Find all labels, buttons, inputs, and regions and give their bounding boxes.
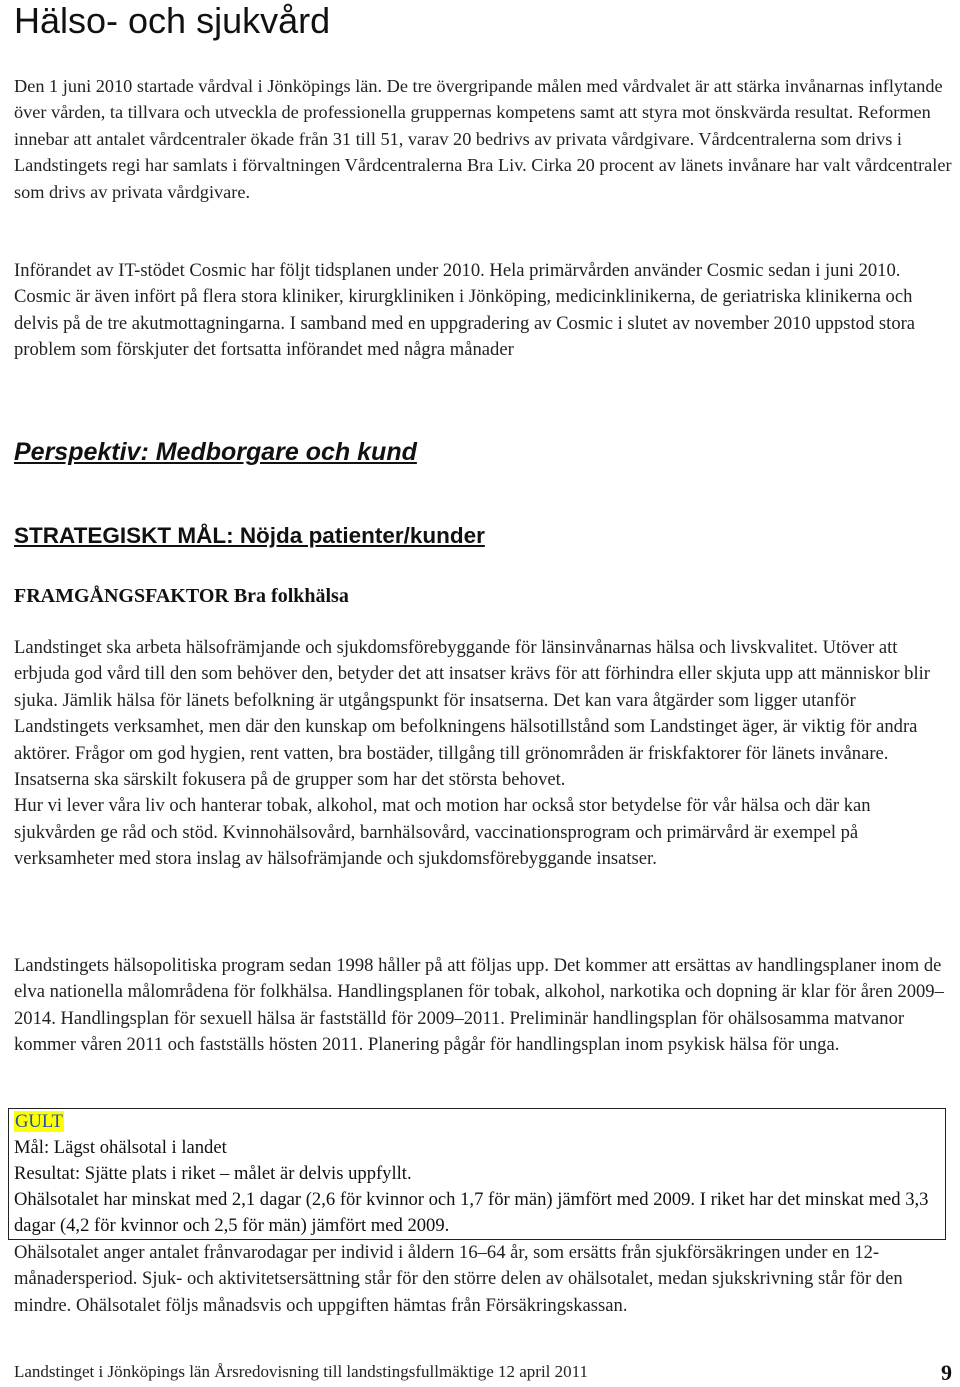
page-footer: Landstinget i Jönköpings län Årsredovisning till landstingsfullmäktige 12 april 2011	[14, 1362, 589, 1381]
paragraph-cosmic: Införandet av IT-stödet Cosmic har följt tidsplanen under 2010. Hela primärvården använder Cosmic sedan i juni 2010. Cosmic är även infört på flera stora kliniker, kirurgkliniken i Jönköping, medicinklinikerna, de geriatriska klinikerna och delvis på de tre akutmottagningarna. I samband med en uppgradering av Cosmic i slutet av november 2010 uppstod stora problem som förskjuter det fortsatta införandet med några månader	[14, 260, 916, 361]
paragraph-halsopolitik: Landstingets hälsopolitiska program sedan 1998 håller på att följas upp. Det kommer att ersättas av handlingsplaner inom de elva nationella målområdena för folkhälsa. Handlingsplanen för tobak, alkohol, narkotika och dopning är klar för åren 2009–2014. Handlingsplan för sexuell hälsa är fastställd för 2009–2011. Preliminär handlingsplan för ohälsosamma matvanor kommer våren 2011 och fastställs hösten 2011. Planering pågår för handlingsplan inom psykisk hälsa för unga.	[14, 955, 944, 1056]
status-badge: GULT	[15, 1111, 63, 1132]
paragraph-folkhalsa-part1: Landstinget ska arbeta hälsofrämjande och sjukdomsförebyggande för länsinvånarnas hälsa och livskvalitet. Utöver att erbjuda god vård till den som behöver den, betyder det att insatser krävs för att förhindra eller skjuta upp att människor blir sjuka. Jämlik hälsa för länets befolkning är utgångspunkt för insatserna. Det kan vara åtgärder som ligger utanför Landstingets verksamhet, men där den kunskap om befolkningens hälsotillstånd som Landstinget äger, är viktig för andra aktörer. Frågor om god hygien, rent vatten, bra bostäder, tillgång till grönområden är friskfaktorer för länets invånare. Insatserna ska särskilt fokusera på de grupper som har det största behovet.	[14, 637, 930, 791]
goal-line: Mål: Lägst ohälsotal i landet	[14, 1137, 227, 1158]
result-line: Resultat: Sjätte plats i riket – målet är delvis uppfyllt.	[14, 1163, 412, 1184]
success-factor-heading: FRAMGÅNGSFAKTOR Bra folkhälsa	[14, 585, 349, 607]
perspective-heading: Perspektiv: Medborgare och kund	[14, 438, 417, 466]
paragraph-folkhalsa-part2: Hur vi lever våra liv och hanterar tobak, alkohol, mat och motion har också stor betydelse för vår hälsa och där kan sjukvården ge råd och stöd. Kvinnohälsovård, barnhälsovård, vaccinationsprogram och primärvård är exempel på verksamheter med stora inslag av hälsofrämjande och sjukdomsförebyggande insatser.	[14, 795, 871, 870]
page-heading: Hälso- och sjukvård	[14, 0, 331, 41]
detail-line: Ohälsotalet har minskat med 2,1 dagar (2,6 för kvinnor och 1,7 för män) jämfört med 2009. I riket har det minskat med 3,3 dagar (4,2 för kvinnor och 2,5 för män) jämfört med 2009.	[14, 1189, 929, 1236]
strategic-goal-heading: STRATEGISKT MÅL: Nöjda patienter/kunder	[14, 523, 485, 548]
page-number: 9	[941, 1360, 952, 1385]
paragraph-vardval: Den 1 juni 2010 startade vårdval i Jönköpings län. De tre övergripande målen med vårdvalet är att stärka invånarnas inflytande över vården, ta tillvara och utveckla de professionella gruppernas kompetens samt att styra mot önskvärda resultat. Reformen innebar att antalet vårdcentraler ökade från 31 till 51, varav 20 bedrivs av privata vårdgivare. Vårdcentralerna som drivs i Landstingets regi har samlats i förvaltningen Vårdcentralerna Bra Liv. Cirka 20 procent av länets invånare har valt vårdcentraler som drivs av privata vårdgivare.	[14, 76, 952, 202]
paragraph-folkhalsa	[14, 635, 952, 873]
paragraph-ohalsotal: Ohälsotalet anger antalet frånvarodagar per individ i åldern 16–64 år, som ersätts från sjukförsäkringen under en 12-månadersperiod. Sjuk- och aktivitetsersättning står för den större delen av ohälsotalet, medan sjukskrivning står för den mindre. Ohälsotalet följs månadsvis och uppgiften hämtas från Försäkringskassan.	[14, 1242, 903, 1316]
status-box	[8, 1108, 946, 1240]
status-label-line	[14, 1109, 64, 1135]
